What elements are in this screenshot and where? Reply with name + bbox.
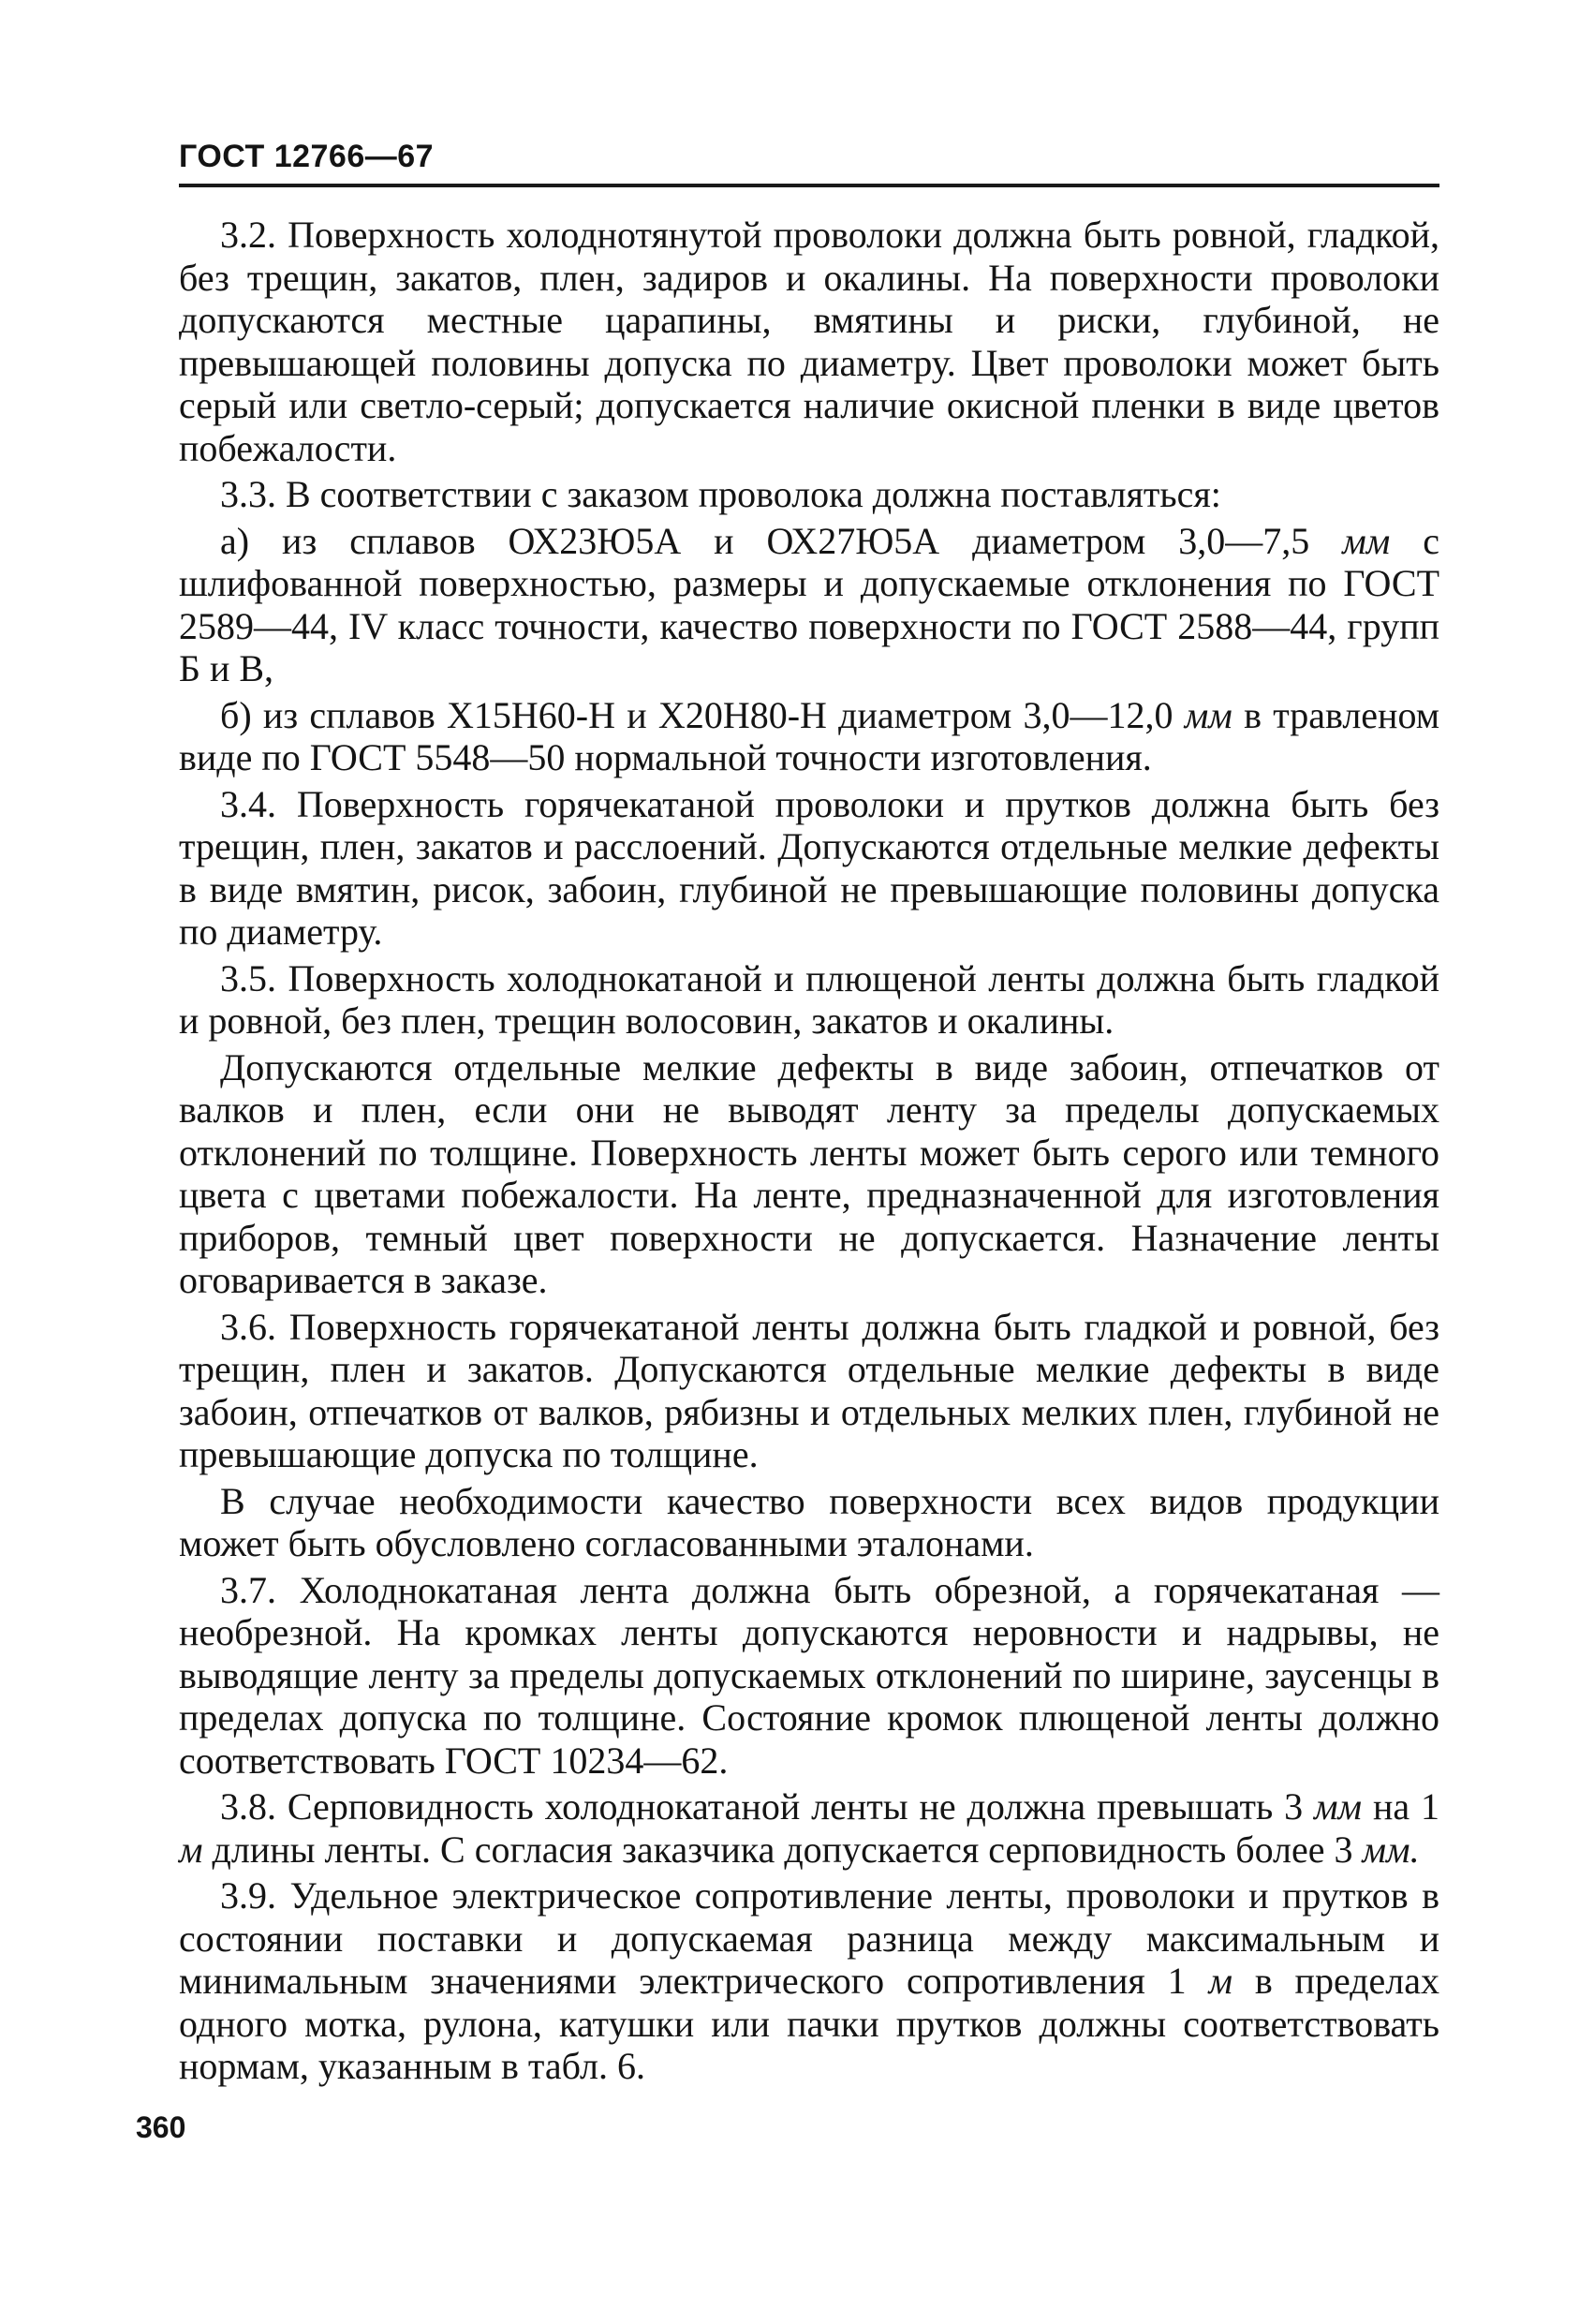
paragraph-3-2: 3.2. Поверхность холоднотянутой проволоки должна быть ровной, гладкой, без трещин, закатов, плен, задиров и окалины. На поверхности проволоки допускаются местные царапины, вмятины и риски, глубиной, не превышающей половины допуска по диаметру. Цвет проволоки может быть серый или светло-серый; допускается наличие окисной пленки в виде цветов побежалости. [179, 214, 1439, 469]
unit-mm: мм [1342, 519, 1391, 562]
page-number: 360 [136, 2110, 186, 2144]
paragraph-3-6: 3.6. Поверхность горячекатаной ленты должна быть гладкой и ровной, без трещин, плен и закатов. Допускаются отдельные мелкие дефекты в виде забоин, отпечатков от валков, рябизны и отдельных мелких плен, глубиной не превышающие допуска по толщине. [179, 1305, 1439, 1475]
paragraph-text: с шлифованной поверхностью, размеры и допускаемые отклонения по ГОСТ 2589—44, IV класс точности, качество поверхности по ГОСТ 2588—44, групп Б и В, [179, 519, 1439, 689]
paragraph-3-3-a [179, 520, 1439, 690]
document-body [179, 214, 1439, 2092]
paragraph-3-9 [179, 1874, 1439, 2088]
header-rule [179, 184, 1439, 187]
paragraph-3-8 [179, 1785, 1439, 1871]
paragraph-3-3-b [179, 694, 1439, 779]
document-header: ГОСТ 12766—67 [179, 139, 435, 174]
paragraph-text: длины ленты. С согласия заказчика допускается серповидность более 3 [202, 1828, 1363, 1871]
paragraph-text: 3.9. Удельное электрическое сопротивление ленты, проволоки и прутков в состоянии поставки и допускаемая разница между максимальным и минимальным значениями электрического сопротивления 1 [179, 1874, 1439, 2002]
paragraph-text: 3.8. Серповидность холоднокатаной ленты не должна превышать 3 [220, 1785, 1314, 1828]
unit-mm: мм [1184, 693, 1232, 736]
paragraph-text: в травленом виде по ГОСТ 5548—50 нормальной точности изготовления. [179, 693, 1439, 778]
unit-mm: мм [1313, 1785, 1363, 1828]
paragraph-3-7: 3.7. Холоднокатаная лента должна быть обрезной, а горячекатаная — необрезной. На кромках ленты допускаются неровности и надрывы, не выводящие ленту за пределы допускаемых отклонений по ширине, заусенцы в пределах допуска по толщине. Состояние кромок плющеной ленты должно соответствовать ГОСТ 10234—62. [179, 1568, 1439, 1782]
paragraph-text: в пределах одного мотка, рулона, катушки или пачки прутков должны соответствовать нормам, указанным в табл. 6. [179, 1960, 1440, 2087]
unit-m: м [179, 1828, 203, 1871]
paragraph-text: б) из сплавов Х15Н60-Н и Х20Н80-Н диаметром 3,0—12,0 [220, 693, 1185, 736]
paragraph-3-6-continued: В случае необходимости качество поверхности всех видов продукции может быть обусловлено согласованными эталонами. [179, 1479, 1439, 1564]
unit-mm: мм. [1362, 1828, 1420, 1871]
unit-m: м [1208, 1960, 1232, 2002]
paragraph-3-5-continued: Допускаются отдельные мелкие дефекты в виде забоин, отпечатков от валков и плен, если они не выводят ленту за пределы допускаемых отклонений по толщине. Поверхность ленты может быть серого или темного цвета с цветами побежалости. На ленте, предназначенной для изготовления приборов, темный цвет поверхности не допускается. Назначение ленты оговаривается в заказе. [179, 1045, 1439, 1301]
paragraph-3-5: 3.5. Поверхность холоднокатаной и плющеной ленты должна быть гладкой и ровной, без плен, трещин волосовин, закатов и окалины. [179, 956, 1439, 1042]
paragraph-3-4: 3.4. Поверхность горячекатаной проволоки и прутков должна быть без трещин, плен, закатов и расслоений. Допускаются отдельные мелкие дефекты в виде вмятин, рисок, забоин, глубиной не превышающие половины допуска по диаметру. [179, 782, 1439, 953]
paragraph-text: на 1 [1362, 1785, 1439, 1828]
paragraph-3-3: 3.3. В соответствии с заказом проволока должна поставляться: [220, 473, 1221, 515]
paragraph-text: а) из сплавов ОХ23Ю5А и ОХ27Ю5А диаметром 3,0—7,5 [220, 519, 1343, 562]
